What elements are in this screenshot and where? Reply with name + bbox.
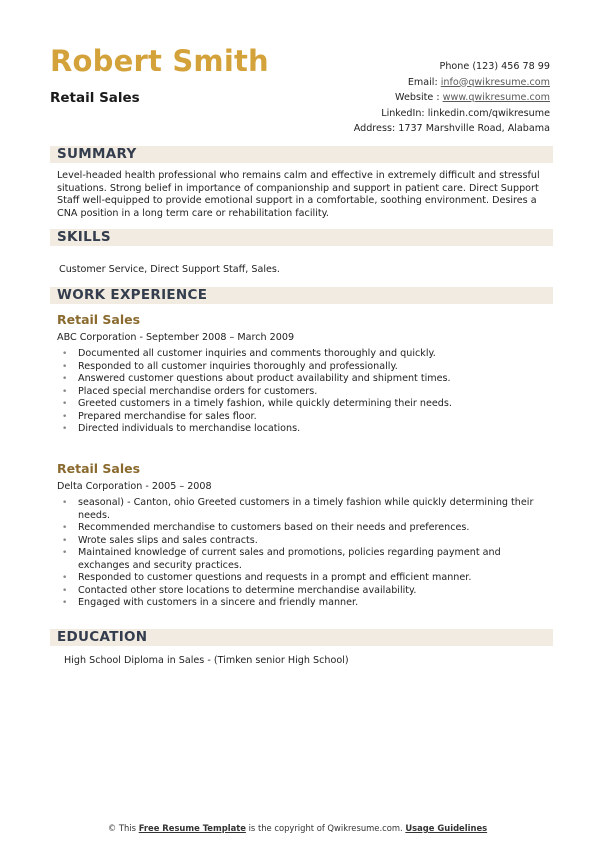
list-item: • seasonal) - Canton, ohio Greeted customers in a timely fashion while quickly determining their needs.: [62, 497, 534, 521]
list-item: • Wrote sales slips and sales contracts.: [62, 534, 258, 546]
skills-heading: SKILLS: [57, 229, 111, 245]
contact-address-row: [354, 121, 550, 137]
address-value: 1737 Marshville Road, Alabama: [398, 123, 550, 134]
skills-text: Customer Service, Direct Support Staff, Sales.: [59, 264, 280, 275]
footer-middle: is the copyright of Qwikresume.com.: [248, 823, 403, 833]
email-label: Email:: [407, 76, 438, 88]
summary-text: Level-headed health professional who remains calm and effective in extremely difficult and stressful situations. Strong belief in importance of companionship and support in patient care. Direct Support Staff well-equipped to provide emotional support in a comfortable, soothing environment. Desires a CNA position in a long term care or rehabilitation facility.: [57, 170, 540, 219]
list-item: • Maintained knowledge of current sales and promotions, policies regarding payment and exchanges and security practices.: [62, 547, 501, 571]
list-item: • Documented all customer inquiries and comments thoroughly and quickly.: [62, 348, 436, 359]
contact-email-row: [354, 75, 550, 91]
list-item: • Recommended merchandise to customers based on their needs and preferences.: [62, 522, 470, 533]
linkedin-value: linkedin.com/qwikresume: [427, 107, 550, 119]
email-link[interactable]: info@qwikresume.com: [440, 76, 550, 88]
free-resume-template-link[interactable]: Free Resume Template: [138, 823, 246, 833]
contact-website-row: [354, 90, 550, 106]
candidate-role: Retail Sales: [50, 90, 140, 106]
linkedin-label: LinkedIn:: [381, 107, 425, 119]
job-2-meta: Delta Corporation - 2005 – 2008: [57, 481, 212, 492]
list-item: • Greeted customers in a timely fashion, while quickly determining their needs.: [62, 398, 452, 409]
skills-heading-band: [50, 229, 553, 246]
summary-heading: SUMMARY: [57, 146, 137, 162]
usage-guidelines-link[interactable]: Usage Guidelines: [405, 823, 488, 833]
list-item: • Placed special merchandise orders for customers.: [62, 385, 318, 397]
contact-linkedin-row: [354, 106, 550, 122]
footer: [0, 823, 595, 833]
list-item: • Engaged with customers in a sincere and friendly manner.: [62, 597, 359, 608]
candidate-name: Robert Smith: [50, 44, 269, 78]
address-label: Address:: [353, 123, 396, 134]
job-2-bullets: [60, 497, 555, 610]
website-label: Website :: [395, 92, 440, 103]
contact-block: [354, 59, 550, 137]
list-item: • Responded to customer questions and requests in a prompt and efficient manner.: [62, 572, 472, 583]
phone-label: Phone: [439, 61, 470, 72]
job-1-bullets: [60, 348, 555, 436]
education-heading: EDUCATION: [57, 629, 148, 645]
experience-heading-band: [50, 287, 553, 304]
job-1-meta: ABC Corporation - September 2008 – March 2009: [57, 332, 295, 343]
job-2-title: Retail Sales: [57, 461, 141, 476]
education-text: High School Diploma in Sales - (Timken senior High School): [64, 655, 349, 666]
experience-heading: WORK EXPERIENCE: [57, 287, 208, 303]
list-item: • Contacted other store locations to determine merchandise availability.: [62, 584, 417, 596]
contact-phone-row: [354, 59, 550, 75]
list-item: • Responded to all customer inquiries thoroughly and professionally.: [62, 360, 398, 372]
list-item: • Answered customer questions about product availability and shipment times.: [62, 373, 451, 384]
summary-heading-band: [50, 146, 553, 163]
education-heading-band: [50, 629, 553, 646]
job-1-title: Retail Sales: [57, 312, 141, 327]
phone-value: (123) 456 78 99: [472, 61, 550, 72]
list-item: • Prepared merchandise for sales floor.: [62, 410, 257, 422]
list-item: • Directed individuals to merchandise locations.: [62, 423, 301, 434]
website-link[interactable]: www.qwikresume.com: [442, 92, 550, 103]
footer-prefix: © This: [107, 823, 137, 833]
